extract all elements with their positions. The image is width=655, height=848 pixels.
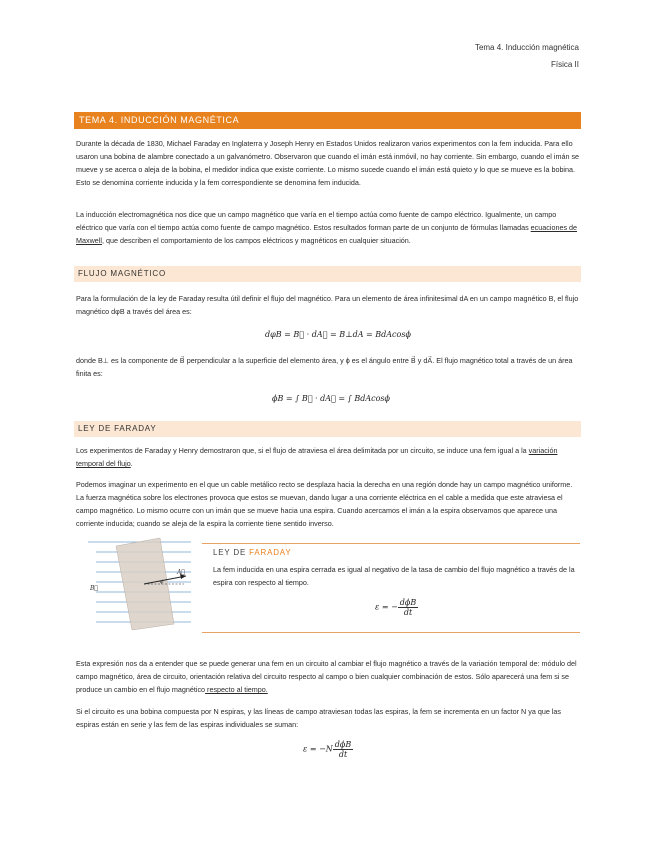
time-respect-link[interactable]: respecto al tiempo.: [205, 685, 268, 694]
faraday-loop-figure: [76, 534, 202, 634]
faraday-paragraph-2: Podemos imaginar un experimento en el que un cable metálico recto se desplaza hacia la derecha en una región donde hay un campo magnético uniforme. La fuerza magnética sobre los electrones provoca que estos se muevan, dando lugar a una corriente eléctrica en el cable a medida que este atraviesa el campo magnético. Lo mismo ocurre con un imán que se mueve hacia una espira. Cuando acercamos el imán a la espira observamos que aparece una corriente inducida; cuando se aleja de la espira la corriente tiene sentido inverso.: [76, 480, 573, 528]
maxwell-equations-link[interactable]: ecuaciones de Maxwell: [76, 223, 578, 245]
callout-top-rule: [202, 543, 580, 544]
running-header-topic: Tema 4. Inducción magnética: [474, 43, 579, 52]
callout-text: La fem inducida en una espira cerrada es igual al negativo de la tasa de cambio del flujo magnético a través de la espira con respecto al tiempo.: [213, 565, 575, 587]
intro-paragraph-1: Durante la década de 1830, Michael Faraday en Inglaterra y Joseph Henry en Estados Unidos realizaron varios experimentos con la fem inducida. Para ello usaron una bobina de alambre conectado a un galvanómetro. Observaron que cuando el imán está inmóvil, no hay corriente. Sin embargo, cuando el imán se mueve y se acerca o aleja de la bobina, el medidor indica que existe corriente. Lo mismo sucede cuando el imán está quieto y lo que se mueve es la bobina. Esto se denomina corriente inducida y la fem correspondiente se denomina fem inducida.: [76, 139, 580, 187]
faraday-paragraph-1-text: Los experimentos de Faraday y Henry demostraron que, si el flujo de atraviesa el área delimitada por un circuito, se induce una fem igual a la: [76, 446, 529, 455]
faraday-eq-fraction: [398, 598, 418, 617]
coil-emf-equation: [303, 740, 353, 759]
field-label-b: B⃗: [90, 585, 99, 592]
intro-paragraph-2: [76, 208, 580, 247]
flujo-paragraph-2: donde B⊥ es la componente de B⃗ perpendicular a la superficie del elemento área, y ϕ es el ángulo entre B⃗ y dA⃗. El flujo magnético total a través de un área finita es:: [76, 356, 573, 378]
closing-paragraph-1: [76, 657, 580, 696]
closing-paragraph-1-text: Esta expresión nos da a entender que se puede generar una fem en un circuito al cambiar el flujo magnético a través de la variación temporal de: módulo del campo magnético, área de circuito, orientación relativa del circuito respecto al campo o bien cualquier combinación de estos. Sólo aparecerá una fem si se produce un cambio en el flujo magnético: [76, 659, 577, 694]
faraday-eq-denominator: dt: [403, 608, 413, 617]
faraday-eq-numerator: dϕB: [399, 598, 417, 607]
callout-title-prefix: LEY DE: [213, 548, 250, 557]
intro-paragraph-2-text: La inducción electromagnética nos dice que un campo magnético que varía en el tiempo actúa como fuente de campo eléctrico. Igualmente, un campo eléctrico que varía con el tiempo actúa como fuente de campo magnético. Estos resultados forman parte de un conjunto de fórmulas llamadas: [76, 210, 557, 232]
flux-total-equation: ϕB = ∫ B⃗ · dA⃗ = ∫ BdAcosϕ: [272, 394, 390, 403]
coil-eq-denominator: dt: [338, 750, 348, 759]
closing-paragraph-2: Si el circuito es una bobina compuesta por N espiras, y las líneas de campo atraviesan todas las espiras, la fem se incrementa en un factor N ya que las espiras están en serie y las fem de las espiras individuales se suman:: [76, 707, 562, 729]
flux-element-equation: dφB = B⃗ · dA⃗ = B⊥dA = BdAcosϕ: [265, 330, 411, 339]
area-label-a: A⃗: [177, 569, 185, 576]
coil-eq-lhs: ε = −N: [303, 744, 333, 754]
callout-title: [213, 548, 292, 557]
flujo-paragraph-1: Para la formulación de la ley de Faraday resulta útil definir el flujo del magnético. Para un elemento de área infinitesimal dA en un campo magnético B, el flujo magnético dφB a través del área es:: [76, 294, 579, 316]
faraday-paragraph-1: [76, 444, 580, 470]
faraday-law-equation: [375, 598, 418, 617]
faraday-paragraph-1-end: .: [130, 459, 133, 468]
intro-paragraph-2-end: , que describen el comportamiento de los campos eléctricos y magnéticos en cualquier situación.: [101, 236, 411, 245]
coil-eq-fraction: [333, 740, 353, 759]
callout-bottom-rule: [202, 632, 580, 633]
coil-eq-numerator: dϕB: [334, 740, 352, 749]
callout-title-accent: FARADAY: [249, 548, 292, 557]
running-header-course: Física II: [550, 60, 579, 69]
flux-variation-link[interactable]: variación temporal del flujo: [76, 446, 558, 468]
section-header-flujo: FLUJO MAGNÉTICO: [74, 266, 581, 282]
angle-label-phi: ϕ: [160, 579, 164, 585]
chapter-banner: TEMA 4. INDUCCIÓN MAGNÉTICA: [74, 112, 581, 129]
section-header-faraday: LEY DE FARADAY: [74, 421, 581, 437]
faraday-eq-lhs: ε = −: [375, 602, 398, 612]
